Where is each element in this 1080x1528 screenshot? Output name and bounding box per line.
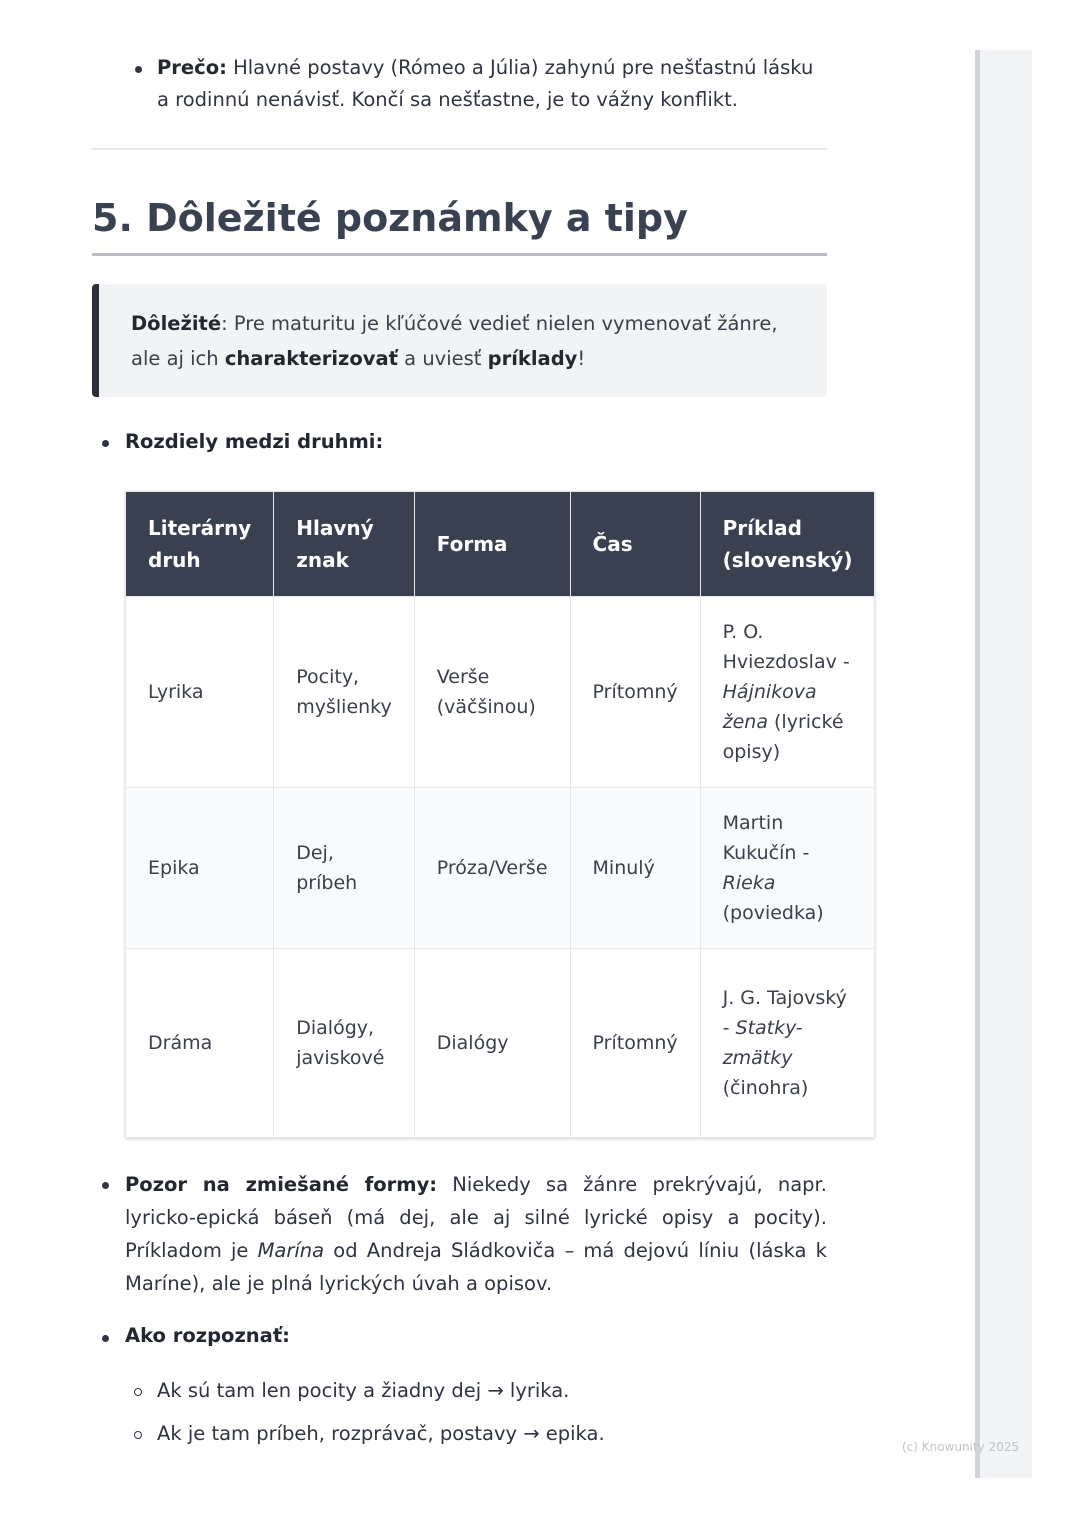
example-work: Rieka — [722, 872, 776, 894]
example-genre: (poviedka) — [722, 902, 824, 924]
sub-bullet-circle — [134, 1431, 142, 1439]
callout-label: Dôležité — [131, 312, 222, 335]
table-row — [126, 949, 875, 1138]
header-znak: Hlavný znak — [274, 492, 415, 597]
bullet-dot — [102, 1335, 109, 1342]
example-work: Hájnikova žena — [722, 681, 817, 733]
list-item: Ak sú tam len pocity a žiadny dej → lyrika. — [157, 1379, 570, 1402]
list-item: Ak je tam príbeh, rozprávač, postavy → epika. — [157, 1422, 605, 1445]
reason-bullet — [157, 52, 827, 116]
example-genre: (lyrické opisy) — [722, 711, 844, 763]
cell-cas: Prítomný — [570, 597, 700, 788]
cell-priklad — [700, 949, 875, 1138]
example-work: Statky-zmätky — [722, 1017, 803, 1069]
table-row — [126, 788, 875, 949]
mixed-forms-text-2: od Andreja Sládkoviča – má dejovú líniu (láska k Maríne), ale je plná lyrických úvah a opisov. — [125, 1239, 827, 1295]
cell-forma: Dialógy — [414, 949, 570, 1138]
mixed-forms-work: Marína — [257, 1239, 325, 1262]
callout-text-1: : Pre maturitu je kľúčové vedieť nielen vymenovať žánre, ale aj ich — [131, 312, 778, 370]
recognize-label-text: Ako rozpoznať: — [125, 1324, 290, 1347]
section-heading: 5. Dôležité poznámky a tipy — [92, 196, 688, 240]
table-row — [126, 597, 875, 788]
header-druh: Literárny druh — [126, 492, 274, 597]
sub-bullet-circle — [134, 1388, 142, 1396]
recognize-label — [125, 1320, 290, 1352]
bullet-dot — [135, 66, 142, 73]
bullet-dot — [102, 1182, 109, 1189]
example-author: J. G. Tajovský - — [722, 987, 847, 1039]
example-author: Martin Kukučín - — [722, 812, 810, 864]
reason-label: Prečo: — [157, 56, 227, 79]
section-divider — [92, 148, 827, 150]
example-genre: (činohra) — [722, 1077, 809, 1099]
cell-druh: Dráma — [126, 949, 274, 1138]
differences-label — [125, 426, 383, 458]
genres-table — [125, 491, 875, 1138]
cell-cas: Prítomný — [570, 949, 700, 1138]
table-header-row — [126, 492, 875, 597]
heading-underline — [92, 253, 827, 256]
cell-forma: Verše (väčšinou) — [414, 597, 570, 788]
cell-priklad — [700, 597, 875, 788]
cell-znak: Dej, príbeh — [274, 788, 415, 949]
mixed-forms-label: Pozor na zmiešané formy: — [125, 1173, 438, 1196]
callout-bold-1: charakterizovať — [224, 347, 398, 370]
cell-druh: Epika — [126, 788, 274, 949]
page-scrollbar[interactable] — [975, 50, 1032, 1478]
header-cas: Čas — [570, 492, 700, 597]
differences-label-text: Rozdiely medzi druhmi: — [125, 430, 384, 453]
callout-text-2: a uviesť — [397, 347, 488, 370]
mixed-forms-paragraph — [125, 1168, 827, 1300]
cell-priklad — [700, 788, 875, 949]
cell-druh: Lyrika — [126, 597, 274, 788]
bullet-dot — [102, 440, 109, 447]
header-forma: Forma — [414, 492, 570, 597]
copyright-footer: (c) Knowunity 2025 — [902, 1440, 1020, 1454]
important-callout — [92, 284, 827, 397]
cell-znak: Dialógy, javiskové — [274, 949, 415, 1138]
cell-cas: Minulý — [570, 788, 700, 949]
reason-text: Hlavné postavy (Rómeo a Júlia) zahynú pre nešťastnú lásku a rodinnú nenávisť. Končí sa nešťastne, je to vážny konflikt. — [157, 56, 814, 111]
cell-forma: Próza/Verše — [414, 788, 570, 949]
cell-znak: Pocity, myšlienky — [274, 597, 415, 788]
callout-bold-2: príklady — [487, 347, 578, 370]
example-author: P. O. Hviezdoslav - — [722, 621, 850, 673]
callout-text-3: ! — [577, 347, 586, 370]
mixed-forms-text-1: Niekedy sa žánre prekrývajú, napr. lyricko-epická báseň (má dej, ale aj silné lyrické opisy a pocity). Príkladom je — [125, 1173, 827, 1262]
header-priklad: Príklad (slovenský) — [700, 492, 875, 597]
